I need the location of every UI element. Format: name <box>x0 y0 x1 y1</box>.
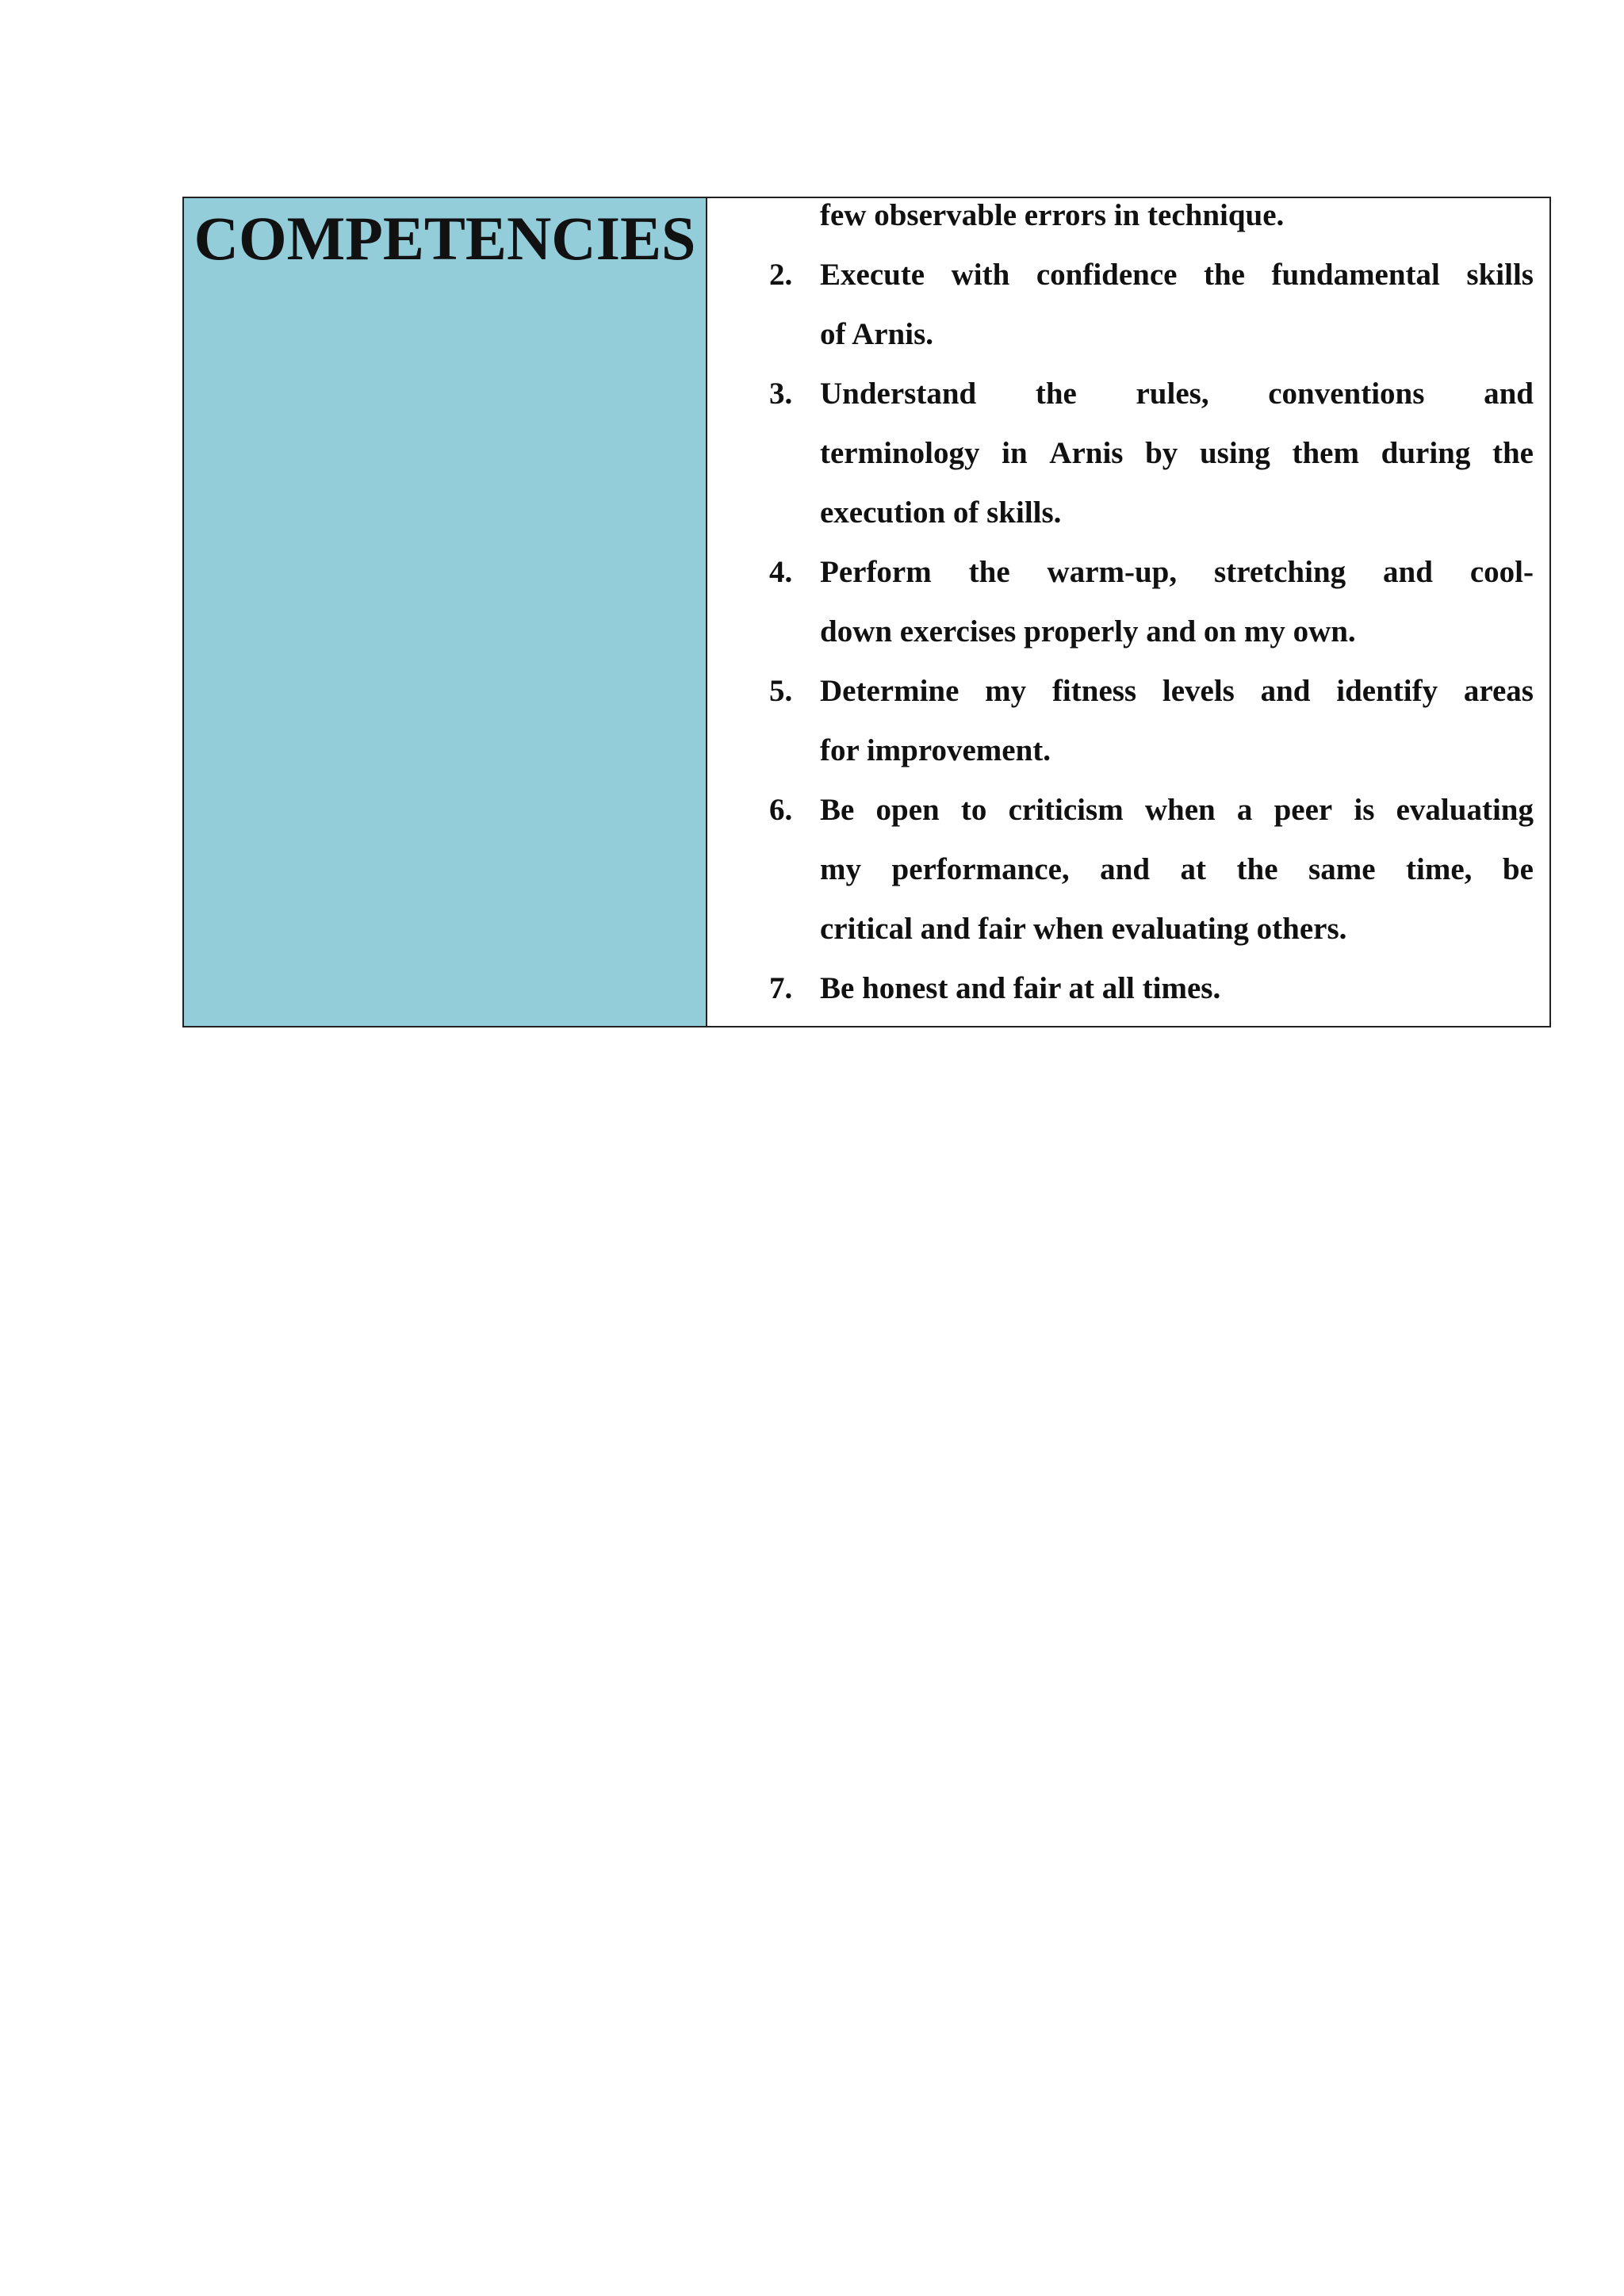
word: areas <box>1463 674 1534 708</box>
word: by <box>1145 436 1178 470</box>
item-text-line: execution of skills. <box>820 496 1062 530</box>
item-number: 2. <box>769 258 793 292</box>
word: levels <box>1162 674 1235 708</box>
word: the <box>1035 377 1077 411</box>
continuation-text: few observable errors in technique. <box>820 198 1285 232</box>
word: warm-up, <box>1047 555 1178 589</box>
word: Arnis <box>1049 436 1124 470</box>
item-number: 4. <box>769 555 793 589</box>
word: performance, <box>891 852 1070 886</box>
word: identify <box>1336 674 1438 708</box>
word: same <box>1308 852 1376 886</box>
item-text-line: of Arnis. <box>820 317 934 351</box>
item-text-line: critical and fair when evaluating others. <box>820 912 1347 946</box>
item-number: 7. <box>769 971 793 1005</box>
word: and <box>1383 555 1433 589</box>
word: skills <box>1466 258 1534 292</box>
word: the <box>1236 852 1278 886</box>
item-number: 3. <box>769 377 793 411</box>
item-text-line <box>820 675 1534 706</box>
word: rules, <box>1136 377 1209 411</box>
word: terminology <box>820 436 980 470</box>
label-cell <box>184 198 707 1026</box>
item-text-line <box>820 438 1534 469</box>
word: Determine <box>820 674 959 708</box>
word: them <box>1292 436 1359 470</box>
word: the <box>1492 436 1534 470</box>
word: my <box>820 852 861 886</box>
word: cool- <box>1469 555 1534 589</box>
word: fundamental <box>1271 258 1440 292</box>
content-cell <box>707 198 1549 1026</box>
word: and <box>1100 852 1151 886</box>
word: the <box>1204 258 1245 292</box>
word: Execute <box>820 258 925 292</box>
word: peer <box>1274 793 1333 827</box>
word: Understand <box>820 377 977 411</box>
word: Perform <box>820 555 932 589</box>
word: at <box>1180 852 1207 886</box>
word: and <box>1260 674 1311 708</box>
word: when <box>1144 793 1216 827</box>
word: a <box>1236 793 1253 827</box>
word: the <box>968 555 1010 589</box>
item-text-line <box>820 854 1534 885</box>
item-text-line <box>820 794 1534 825</box>
word: and <box>1484 377 1534 411</box>
item-text-line: Be honest and fair at all times. <box>820 971 1221 1005</box>
item-text-line: down exercises properly and on my own. <box>820 614 1356 649</box>
item-text-line: for improvement. <box>820 733 1051 767</box>
item-text-line <box>820 259 1534 290</box>
word: using <box>1199 436 1270 470</box>
section-label: COMPETENCIES <box>193 204 696 273</box>
word: in <box>1002 436 1028 470</box>
word: with <box>951 258 1010 292</box>
word: my <box>985 674 1027 708</box>
word: open <box>875 793 940 827</box>
word: to <box>960 793 987 827</box>
word: be <box>1502 852 1534 886</box>
word: conventions <box>1268 377 1425 411</box>
word: confidence <box>1036 258 1178 292</box>
word: evaluating <box>1396 793 1534 827</box>
item-text-line <box>820 378 1534 409</box>
word: stretching <box>1214 555 1346 589</box>
word: time, <box>1406 852 1473 886</box>
competencies-table <box>182 197 1551 1027</box>
word: Be <box>820 793 855 827</box>
word: criticism <box>1008 793 1124 827</box>
word: during <box>1381 436 1471 470</box>
item-number: 6. <box>769 793 793 827</box>
item-number: 5. <box>769 674 793 708</box>
item-text-line <box>820 557 1534 587</box>
word: is <box>1354 793 1375 827</box>
word: fitness <box>1051 674 1137 708</box>
